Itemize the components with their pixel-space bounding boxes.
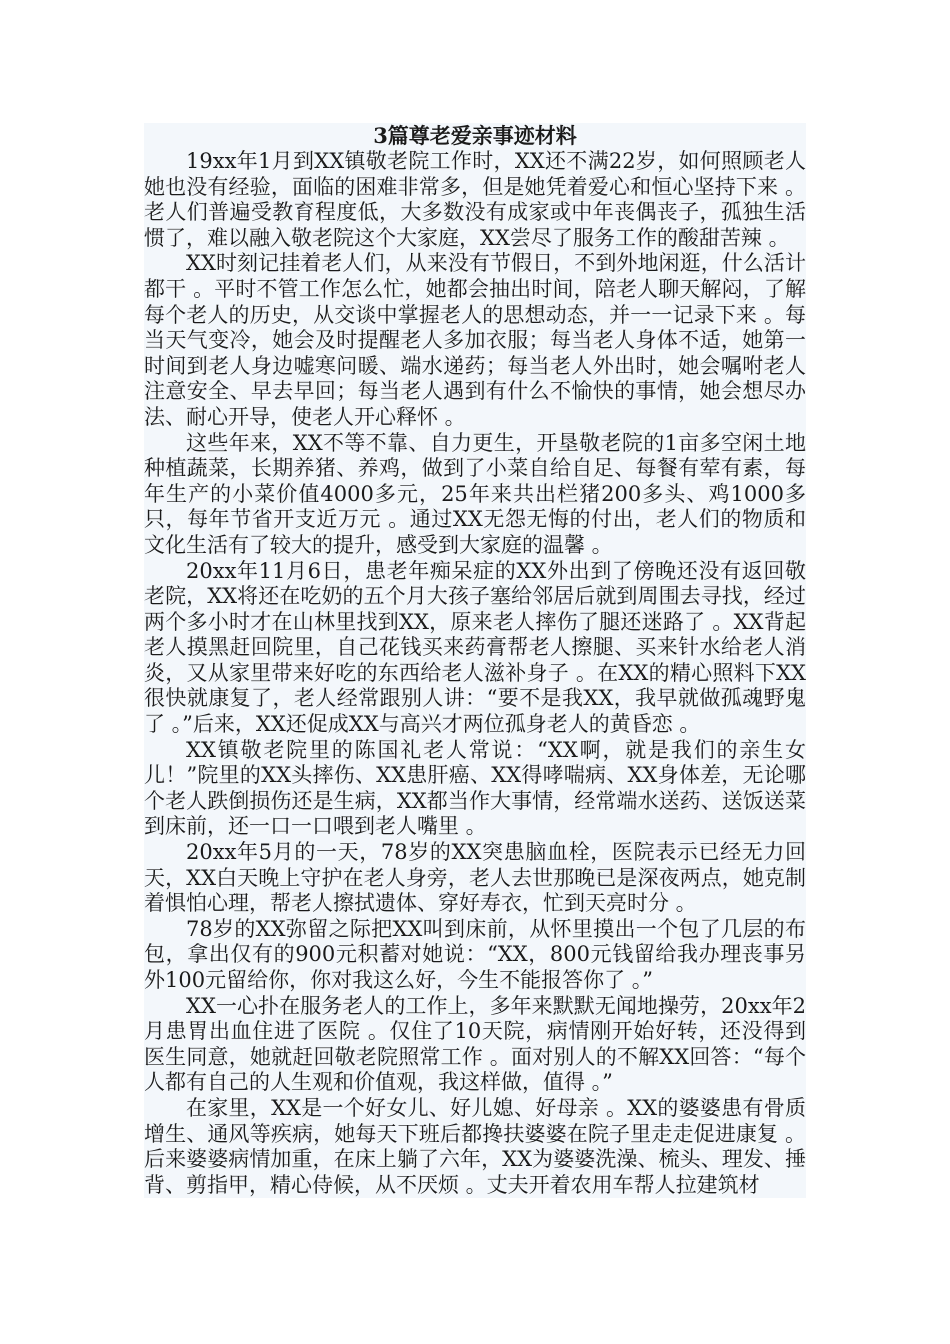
paragraph-7: 78岁的XX弥留之际把XX叫到床前，从怀里摸出一个包了几层的布包，拿出仅有的900元积蓄对她说：“XX，800元钱留给我办理丧事另外100元留给你，你对我这么好，今生不能报答你了 。” <box>144 916 806 992</box>
paragraph-1: 19xx年1月到XX镇敬老院工作时，XX还不满22岁，如何照顾老人她也没有经验，面临的困难非常多，但是她凭着爱心和恒心坚持下来 。老人们普遍受教育程度低，大多数没有成家或中年丧偶丧子，孤独生活惯了，难以融入敬老院这个大家庭，XX尝尽了服务工作的酸甜苦辣 。 <box>144 149 806 250</box>
paragraph-9: 在家里，XX是一个好女儿、好儿媳、好母亲 。XX的婆婆患有骨质增生、通风等疾病，她每天下班后都搀扶婆婆在院子里走走促进康复 。后来婆婆病情加重，在床上躺了六年，XX为婆婆洗澡、梳头、理发、捶背、剪指甲，精心侍候，从不厌烦 。丈夫开着农用车帮人拉建筑材 <box>144 1095 806 1197</box>
paragraph-8: XX一心扑在服务老人的工作上，多年来默默无闻地操劳，20xx年2月患胃出血住进了医院 。仅住了10天院，病情刚开始好转，还没得到医生同意，她就赶回敬老院照常工作 。面对别人的不解XX回答：“每个人都有自己的人生观和价值观，我这样做，值得 。” <box>144 993 806 1095</box>
paragraph-3: 这些年来，XX不等不靠、自力更生，开垦敬老院的1亩多空闲土地种植蔬菜，长期养猪、养鸡，做到了小菜自给自足、每餐有荤有素，每年生产的小菜价值4000多元，25年来共出栏猪200多头、鸡1000多只，每年节省开支近万元 。通过XX无怨无悔的付出，老人们的物质和文化生活有了较大的提升，感受到大家庭的温馨 。 <box>144 430 806 557</box>
paragraph-6: 20xx年5月的一天，78岁的XX突患脑血栓，医院表示已经无力回天，XX白天晚上守护在老人身旁，老人去世那晚已是深夜两点，她克制着惧怕心理，帮老人擦拭遗体、穿好寿衣，忙到天亮时分 。 <box>144 840 806 916</box>
document-title: 3篇尊老爱亲事迹材料 <box>373 123 577 148</box>
paragraph-5: XX镇敬老院里的陈国礼老人常说：“XX啊，就是我们的亲生女儿！”院里的XX头摔伤、XX患肝癌、XX得哮喘病、XX身体差，无论哪个老人跌倒损伤还是生病，XX都当作大事情，经常端水送药、送饭送菜到床前，还一口一口喂到老人嘴里 。 <box>144 737 806 839</box>
document-body <box>144 123 806 1198</box>
paragraph-4: 20xx年11月6日，患老年痴呆症的XX外出到了傍晚还没有返回敬老院，XX将还在吃奶的五个月大孩子塞给邻居后就到周围去寻找，经过两个多小时才在山林里找到XX，原来老人摔伤了腿还迷路了 。XX背起老人摸黑赶回院里，自己花钱买来药膏帮老人擦腿、买来针水给老人消炎，又从家里带来好吃的东西给老人滋补身子 。在XX的精心照料下XX很快就康复了，老人经常跟别人讲：“要不是我XX，我早就做孤魂野鬼了 。”后来，XX还促成XX与高兴才两位孤身老人的黄昏恋 。 <box>144 558 806 737</box>
paragraph-2: XX时刻记挂着老人们，从来没有节假日，不到外地闲逛，什么活计都干 。平时不管工作怎么忙，她都会抽出时间，陪老人聊天解闷，了解每个老人的历史，从交谈中掌握老人的思想动态，并一一记录下来 。每当天气变冷，她会及时提醒老人多加衣服；每当老人身体不适，她第一时间到老人身边嘘寒问暖、端水递药；每当老人外出时，她会嘱咐老人注意安全、早去早回；每当老人遇到有什么不愉快的事情，她会想尽办法、耐心开导，使老人开心释怀 。 <box>144 251 806 429</box>
